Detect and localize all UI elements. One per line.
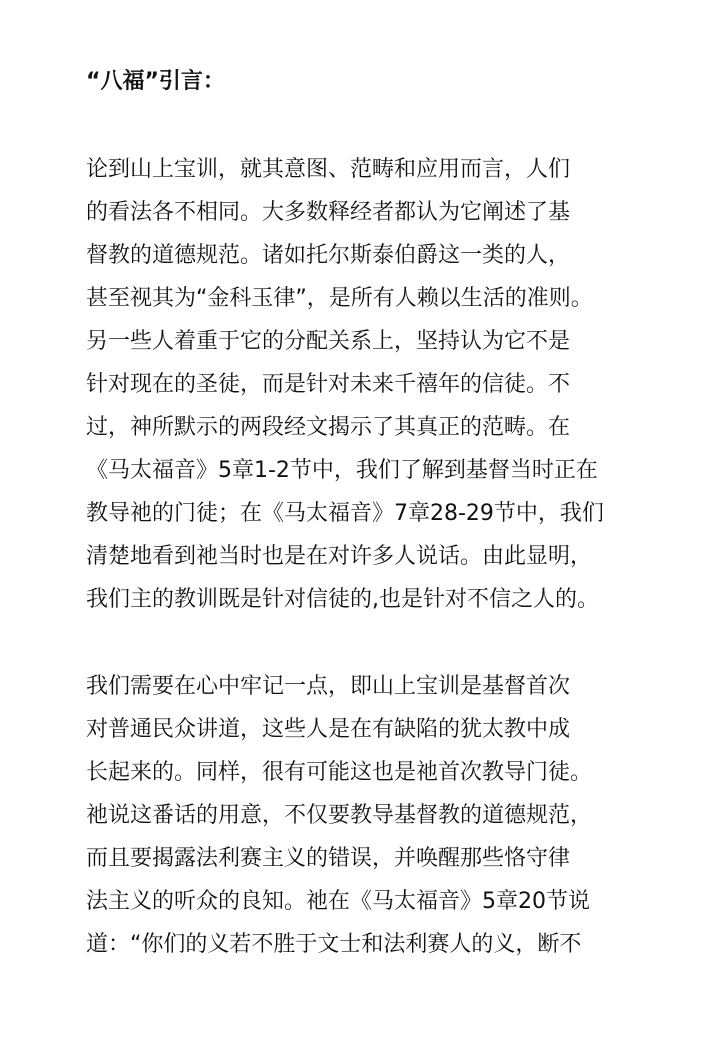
page-heading: “八福”引言： xyxy=(86,69,225,94)
text-line: 而且要揭露法利赛主义的错误，并唤醒那些恪守律 xyxy=(86,846,571,871)
text-line: 对普通民众讲道，这些人是在有缺陷的犹太教中成 xyxy=(86,717,571,742)
text-line: 的看法各不相同。大多数释经者都认为它阐述了基 xyxy=(86,200,571,225)
text-line: 法主义的听众的良知。祂在《马太福音》5章20节说 xyxy=(86,889,590,914)
text-line: 清楚地看到祂当时也是在对许多人说话。由此显明， xyxy=(86,544,593,569)
text-line: 教导祂的门徒；在《马太福音》7章28-29节中，我们 xyxy=(86,501,604,526)
text-line: 甚至视其为“金科玉律”，是所有人赖以生活的准则。 xyxy=(86,286,593,311)
text-line: 另一些人着重于它的分配关系上，坚持认为它不是 xyxy=(86,329,571,354)
text-line: 祂说这番话的用意，不仅要教导基督教的道德规范， xyxy=(86,803,593,828)
text-line: 《马太福音》5章1-2节中，我们了解到基督当时正在 xyxy=(86,458,598,483)
text-line: 长起来的。同样，很有可能这也是祂首次教导门徒。 xyxy=(86,760,593,785)
text-line: 论到山上宝训，就其意图、范畴和应用而言，人们 xyxy=(86,157,571,182)
text-line: 督教的道德规范。诸如托尔斯泰伯爵这一类的人， xyxy=(86,243,571,268)
text-line: 过，神所默示的两段经文揭示了其真正的范畴。在 xyxy=(86,415,571,440)
paragraph-1 xyxy=(86,148,646,621)
paragraph-2 xyxy=(86,665,646,966)
text-line: 我们需要在心中牢记一点，即山上宝训是基督首次 xyxy=(86,674,571,699)
text-line: 我们主的教训既是针对信徒的,也是针对不信之人的。 xyxy=(86,587,599,612)
text-line: 道：“你们的义若不胜于文士和法利赛人的义，断不 xyxy=(86,932,582,957)
text-line: 针对现在的圣徒，而是针对未来千禧年的信徒。不 xyxy=(86,372,571,397)
